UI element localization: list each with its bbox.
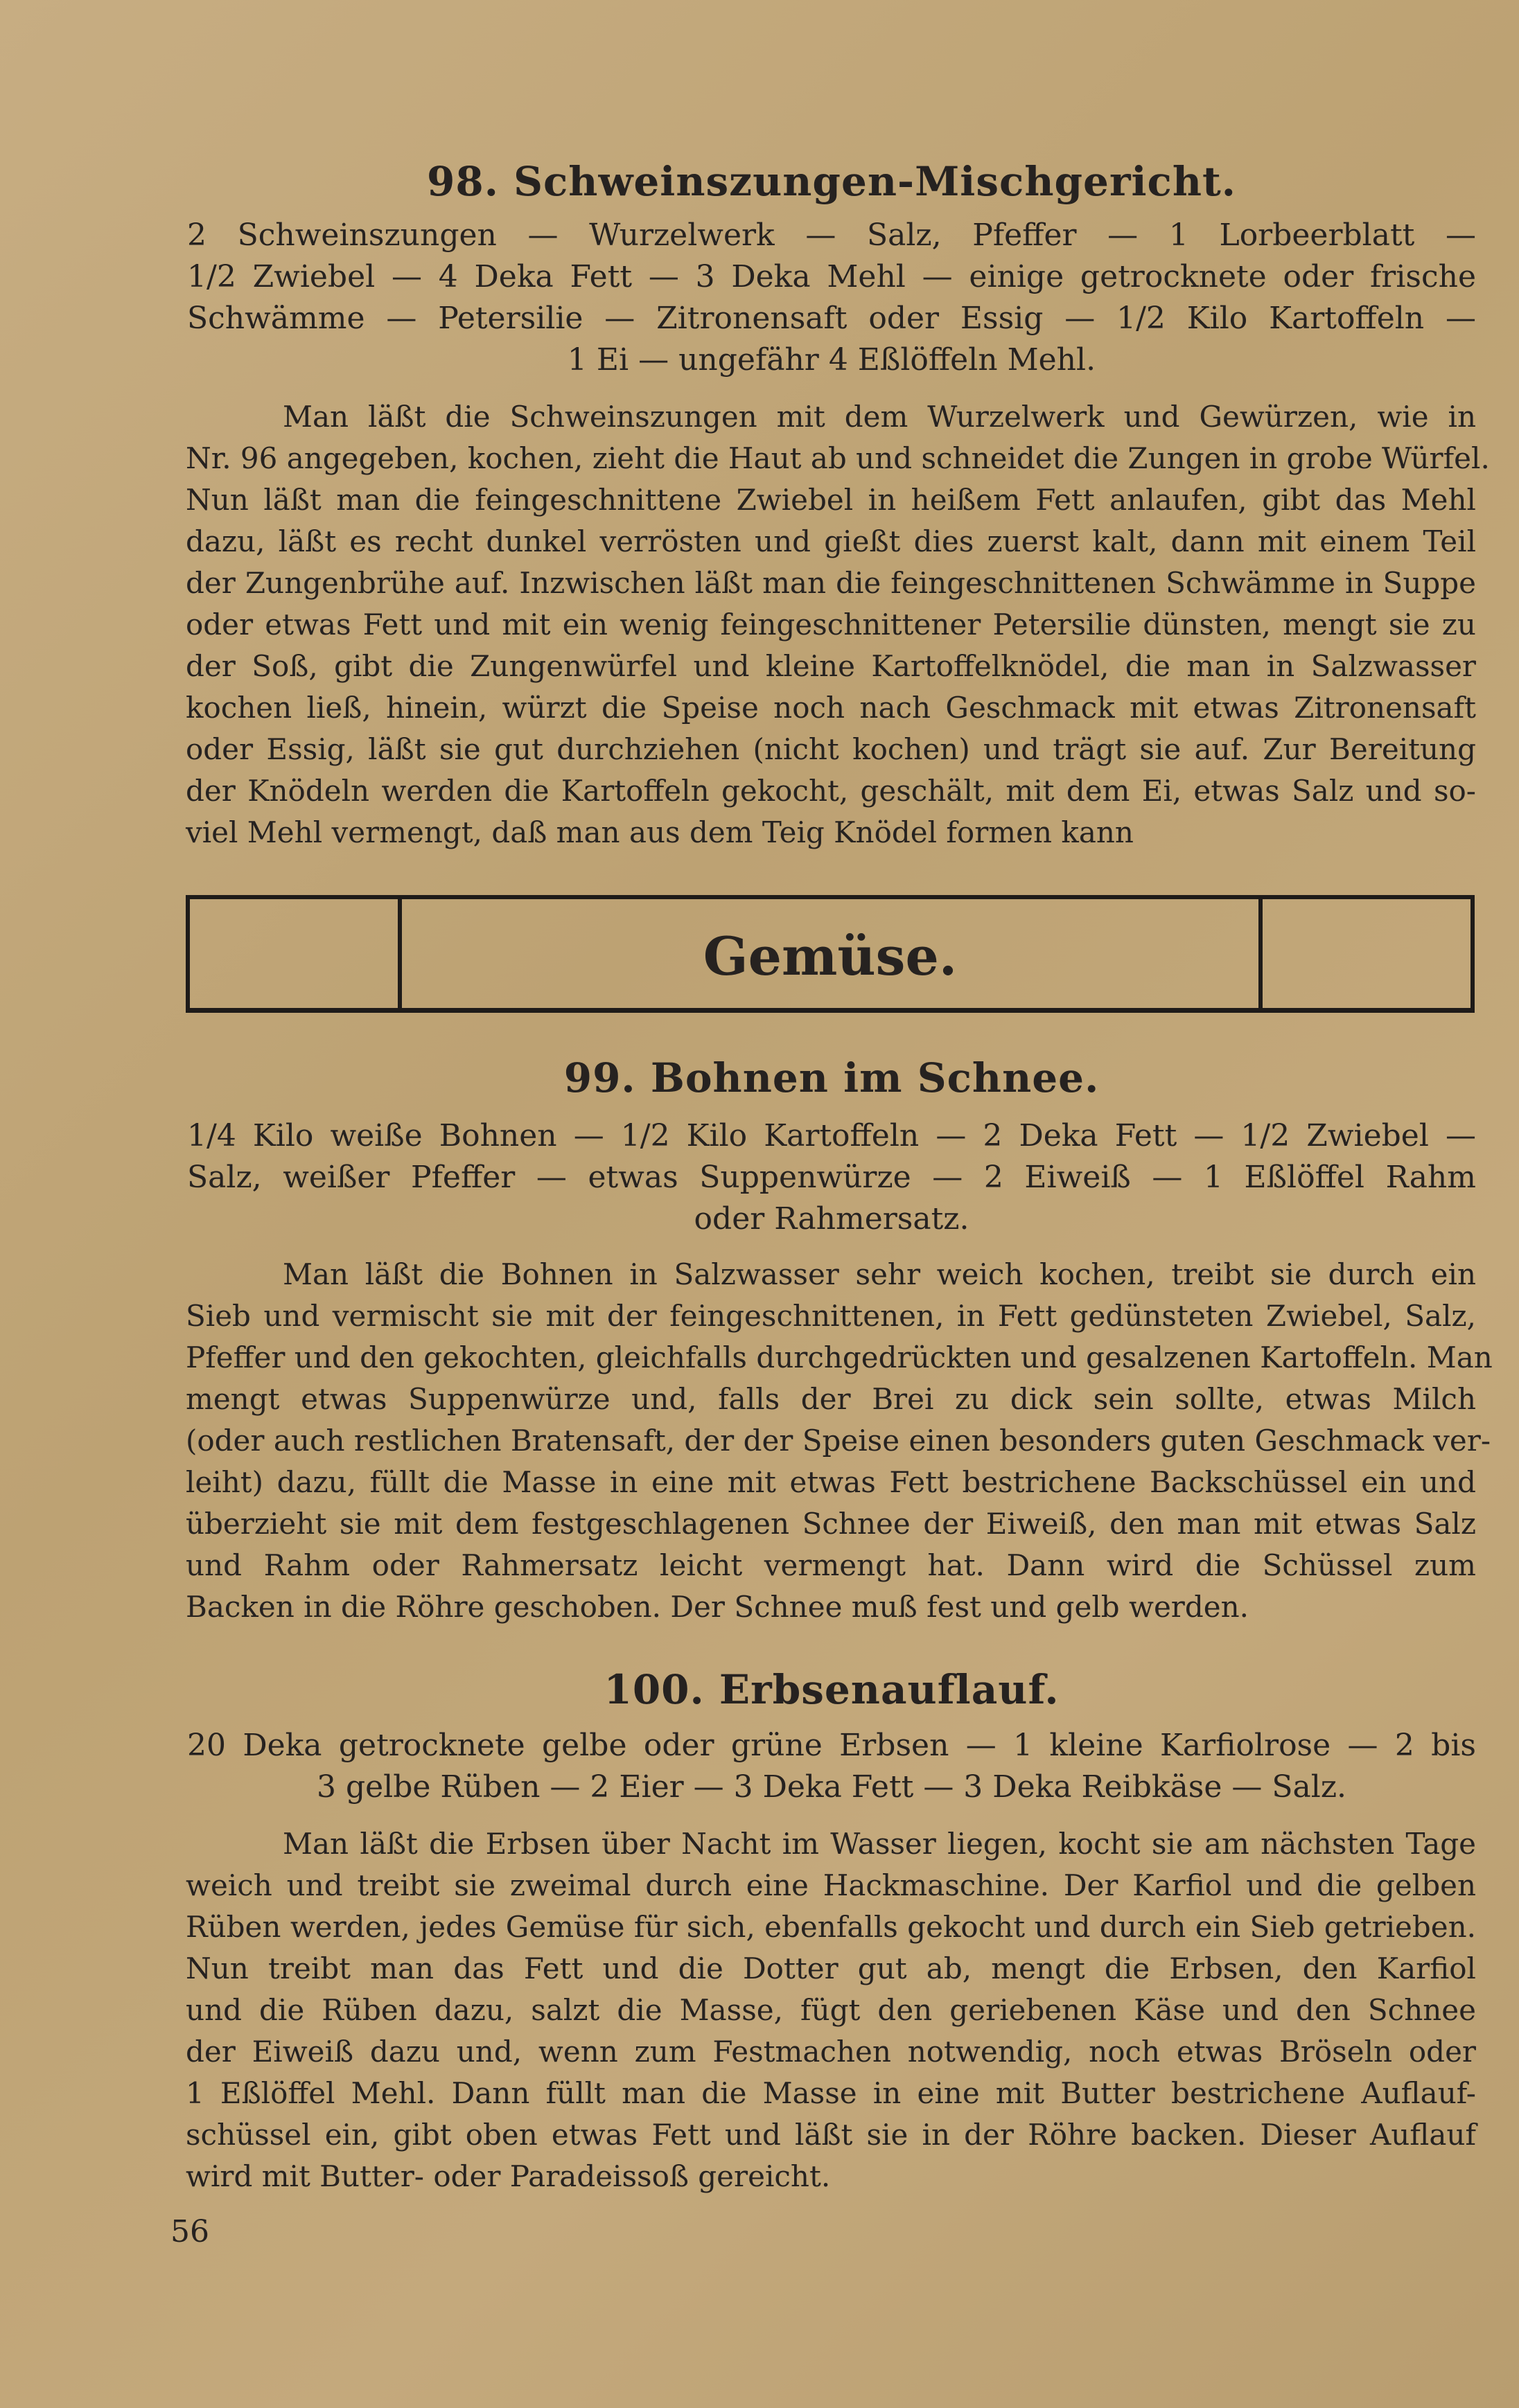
text-line: und die Rüben dazu, salzt die Masse, fügt den geriebenen Käse und den Schnee	[186, 1993, 1476, 2027]
text-line: der Soß, gibt die Zungenwürfel und kleine Kartoffelknödel, die man in Salzwasser	[186, 649, 1476, 683]
text-line: Backen in die Röhre geschoben. Der Schnee muß fest und gelb werden.	[186, 1590, 1249, 1624]
text-line: oder etwas Fett und mit ein wenig feingeschnittener Petersilie dünsten, mengt sie zu	[186, 608, 1476, 641]
recipe-99-title: 99. Bohnen im Schnee.	[563, 1054, 1100, 1101]
text-line: mengt etwas Suppenwürze und, falls der Brei zu dick sein sollte, etwas Milch	[186, 1382, 1476, 1416]
ingredient-line: 3 gelbe Rüben — 2 Eier — 3 Deka Fett — 3 Deka Reibkäse — Salz.	[316, 1769, 1346, 1805]
text-line: Man läßt die Erbsen über Nacht im Wasser liegen, kocht sie am nächsten Tage	[283, 1827, 1476, 1861]
recipe-98-ingredients	[187, 215, 1476, 381]
text-line: der Zungenbrühe auf. Inzwischen läßt man die feingeschnittenen Schwämme in Suppe	[186, 566, 1476, 600]
text-line: Nun läßt man die feingeschnittene Zwiebel in heißem Fett anlaufen, gibt das Mehl	[186, 483, 1476, 517]
ingredient-line: 1/4 Kilo weiße Bohnen — 1/2 Kilo Kartoffeln — 2 Deka Fett — 1/2 Zwiebel —	[187, 1118, 1476, 1153]
text-line: leiht) dazu, füllt die Masse in eine mit etwas Fett bestrichene Backschüssel ein und	[186, 1465, 1476, 1499]
recipe-100-ingredients	[187, 1725, 1476, 1808]
recipe-98-title: 98. Schweinszungen-Mischgericht.	[426, 158, 1236, 205]
text-line: Sieb und vermischt sie mit der feingeschnittenen, in Fett gedünsteten Zwiebel, Salz,	[186, 1299, 1476, 1333]
recipe-100-text	[186, 1823, 1476, 2197]
text-line: überzieht sie mit dem festgeschlagenen Schnee der Eiweiß, den man mit etwas Salz	[186, 1507, 1476, 1541]
recipe-99-ingredients	[187, 1115, 1476, 1240]
text-line: kochen ließ, hinein, würzt die Speise noch nach Geschmack mit etwas Zitronensaft	[186, 691, 1476, 725]
text-line: weich und treibt sie zweimal durch eine Hackmaschine. Der Karfiol und die gelben	[186, 1868, 1476, 1902]
text-line: Rüben werden, jedes Gemüse für sich, ebenfalls gekocht und durch ein Sieb getrieben.	[186, 1910, 1476, 1944]
ingredient-line: 20 Deka getrocknete gelbe oder grüne Erbsen — 1 kleine Karfiolrose — 2 bis	[187, 1728, 1476, 1763]
ingredient-line: oder Rahmersatz.	[694, 1201, 969, 1237]
section-title: Gemüse.	[703, 926, 958, 987]
recipe-100-title: 100. Erbsenauflauf.	[604, 1666, 1060, 1713]
text-line: der Knödeln werden die Kartoffeln gekocht, geschält, mit dem Ei, etwas Salz und so-	[186, 774, 1476, 808]
text-line: der Eiweiß dazu und, wenn zum Festmachen notwendig, noch etwas Bröseln oder	[186, 2035, 1476, 2069]
text-line: Nun treibt man das Fett und die Dotter gut ab, mengt die Erbsen, den Karfiol	[186, 1951, 1476, 1985]
ingredient-line: 1/2 Zwiebel — 4 Deka Fett — 3 Deka Mehl — einige getrocknete oder frische	[187, 259, 1476, 294]
ingredient-line: 1 Ei — ungefähr 4 Eßlöffeln Mehl.	[567, 342, 1096, 378]
text-line: 1 Eßlöffel Mehl. Dann füllt man die Masse in eine mit Butter bestrichene Auflauf-	[186, 2076, 1476, 2110]
text-line: Pfeffer und den gekochten, gleichfalls durchgedrückten und gesalzenen Kartoffeln. Man	[186, 1340, 1493, 1374]
text-line: Nr. 96 angegeben, kochen, zieht die Haut ab und schneidet die Zungen in grobe Würfel.	[186, 441, 1490, 475]
text-line: oder Essig, läßt sie gut durchziehen (nicht kochen) und trägt sie auf. Zur Bereitung	[186, 732, 1476, 766]
recipe-99-text	[186, 1254, 1493, 1628]
text-line: viel Mehl vermengt, daß man aus dem Teig Knödel formen kann	[186, 815, 1134, 849]
text-line: wird mit Butter- oder Paradeissoß gereicht.	[186, 2159, 831, 2193]
ingredient-line: Schwämme — Petersilie — Zitronensaft oder Essig — 1/2 Kilo Kartoffeln —	[187, 301, 1476, 336]
text-line: (oder auch restlichen Bratensaft, der der Speise einen besonders guten Geschmack ver-	[186, 1424, 1491, 1458]
ingredient-line: Salz, weißer Pfeffer — etwas Suppenwürze — 2 Eiweiß — 1 Eßlöffel Rahm	[187, 1160, 1476, 1195]
page-number: 56	[170, 2214, 209, 2249]
text-line: Man läßt die Bohnen in Salzwasser sehr weich kochen, treibt sie durch ein	[283, 1257, 1476, 1291]
text-line: schüssel ein, gibt oben etwas Fett und läßt sie in der Röhre backen. Dieser Auflauf	[186, 2118, 1476, 2152]
recipe-98-text	[186, 396, 1490, 853]
ingredient-line: 2 Schweinszungen — Wurzelwerk — Salz, Pfeffer — 1 Lorbeerblatt —	[187, 218, 1476, 253]
text-line: Man läßt die Schweinszungen mit dem Wurzelwerk und Gewürzen, wie in	[283, 400, 1476, 434]
text-line: dazu, läßt es recht dunkel verrösten und gießt dies zuerst kalt, dann mit einem Teil	[186, 524, 1476, 558]
text-line: und Rahm oder Rahmersatz leicht vermengt hat. Dann wird die Schüssel zum	[186, 1548, 1476, 1582]
section-header-box	[186, 895, 1475, 1013]
